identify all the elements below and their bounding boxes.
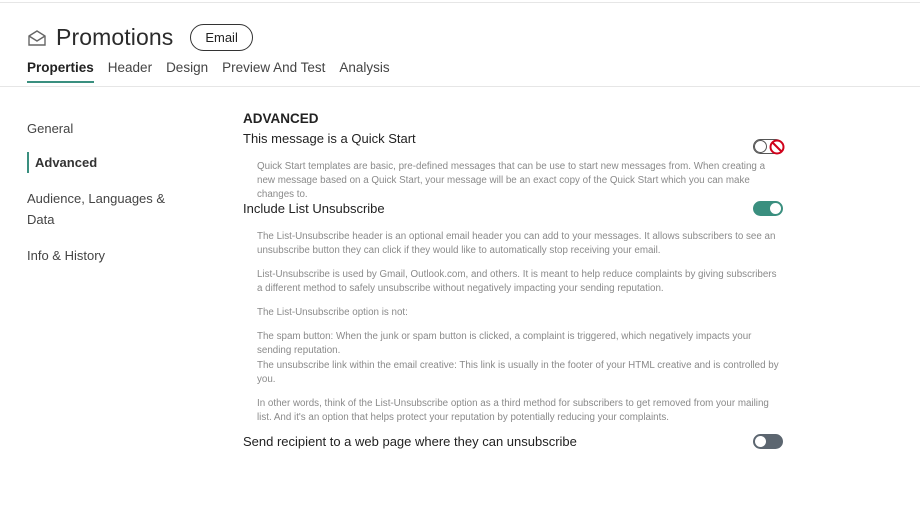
tab-properties[interactable]: Properties bbox=[27, 60, 94, 83]
tab-analysis[interactable]: Analysis bbox=[339, 60, 390, 75]
list-unsubscribe-desc-3: The List-Unsubscribe option is not: bbox=[257, 307, 408, 318]
nav-item-audience-languages-data[interactable]: Audience, Languages & Data bbox=[27, 191, 166, 227]
page-title: Promotions bbox=[56, 24, 174, 50]
nav-item-info-history[interactable]: Info & History bbox=[27, 248, 106, 263]
not-allowed-icon bbox=[769, 139, 785, 155]
list-unsubscribe-desc-5: In other words, think of the List-Unsubscribe option as a third method for subscribers to get removed from your mailing list. And it's an option that helps protect your reputation by potentially reducing your complaints. bbox=[257, 398, 769, 423]
envelope-icon bbox=[27, 28, 47, 48]
nav-item-advanced[interactable]: Advanced bbox=[27, 152, 97, 173]
toggle-knob bbox=[754, 140, 767, 153]
list-unsubscribe-desc-4b: The unsubscribe link within the email creative: This link is usually in the footer of your HTML creative and is controlled by you. bbox=[257, 360, 779, 385]
channel-badge: Email bbox=[190, 24, 253, 51]
tab-design[interactable]: Design bbox=[166, 60, 209, 75]
page-header bbox=[27, 24, 253, 51]
list-unsubscribe-desc-4a: The spam button: When the junk or spam button is clicked, a complaint is triggered, which negatively impacts your sending reputation. bbox=[257, 331, 752, 356]
tab-header[interactable]: Header bbox=[107, 60, 153, 75]
nav-item-general[interactable]: General bbox=[27, 121, 74, 136]
top-border bbox=[0, 2, 920, 3]
tabs-divider bbox=[0, 86, 920, 87]
tab-bar bbox=[27, 60, 404, 83]
list-unsubscribe-desc-1: The List-Unsubscribe header is an optional email header you can add to your messages. It allows subscribers to see an unsubscribe button they can click if they would like to automatically stop receiving your email. bbox=[257, 231, 776, 256]
web-page-unsubscribe-toggle[interactable] bbox=[753, 434, 783, 449]
quick-start-label: This message is a Quick Start bbox=[243, 131, 416, 146]
section-title: ADVANCED bbox=[243, 111, 319, 126]
list-unsubscribe-toggle[interactable] bbox=[753, 201, 783, 216]
list-unsubscribe-desc-2: List-Unsubscribe is used by Gmail, Outlook.com, and others. It is meant to help reduce complaints by giving subscribers a different method to safely unsubscribe without negatively impacting your sending reputation. bbox=[257, 269, 777, 294]
quick-start-description: Quick Start templates are basic, pre-defined messages that can be use to start new messages from. When creating a new message based on a Quick Start, your message will be an exact copy of the Quick Start which you can make changes to. bbox=[257, 161, 766, 200]
tab-preview-and-test[interactable]: Preview And Test bbox=[222, 60, 326, 75]
list-unsubscribe-label: Include List Unsubscribe bbox=[243, 201, 385, 216]
web-page-unsubscribe-label: Send recipient to a web page where they can unsubscribe bbox=[243, 434, 577, 449]
toggle-knob bbox=[770, 203, 781, 214]
toggle-knob bbox=[755, 436, 766, 447]
